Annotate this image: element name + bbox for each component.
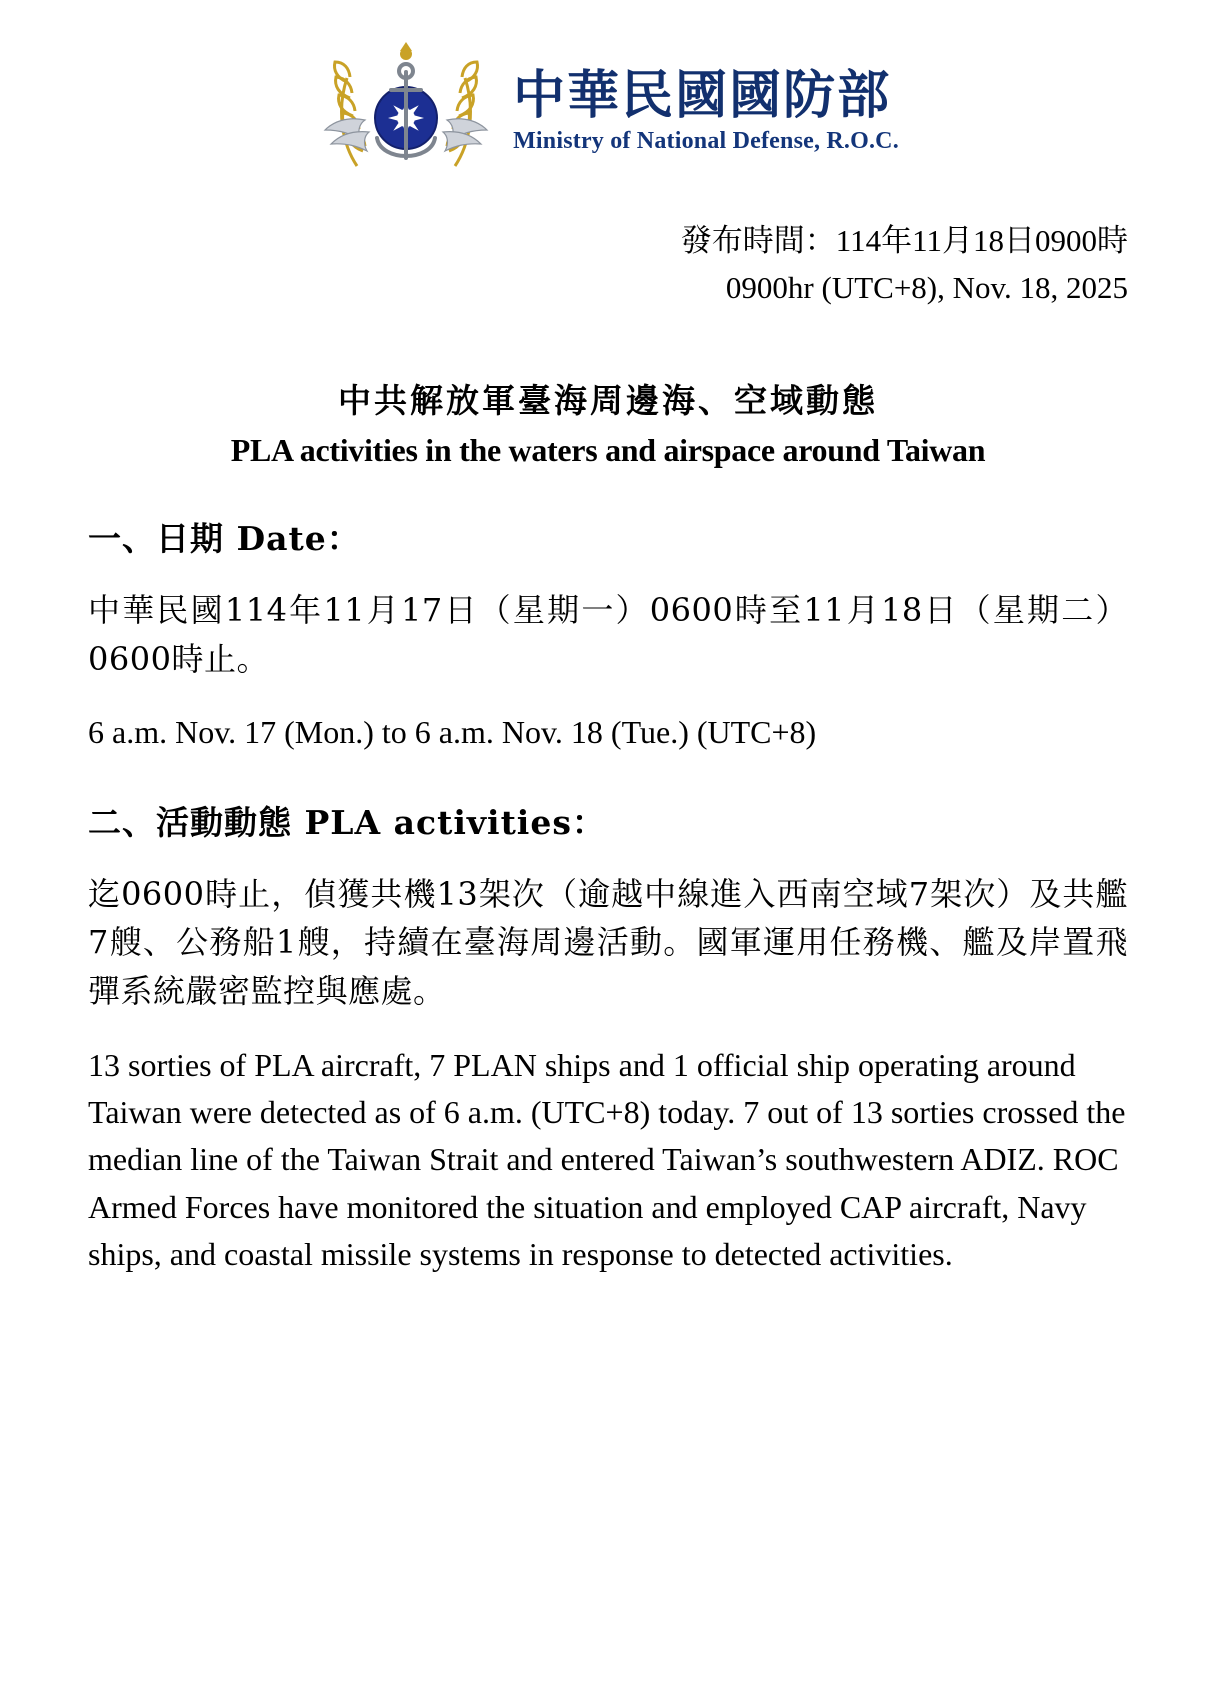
section-date	[88, 513, 1128, 757]
section-activities-paragraph-cn: 迄0600時止，偵獲共機13架次（逾越中線進入西南空域7架次）及共艦7艘、公務船1艘，持續在臺海周邊活動。國軍運用任務機、艦及岸置飛彈系統嚴密監控與應處。	[88, 874, 1128, 1011]
ministry-name-cn: 中華民國國防部	[513, 64, 892, 126]
section-date-paragraph-cn: 中華民國114年11月17日（星期一）0600時至11月18日（星期二）0600時止。	[88, 591, 1128, 678]
release-time-block	[88, 218, 1128, 311]
section-activities-paragraph-en: 13 sorties of PLA aircraft, 7 PLAN ships and 1 official ship operating around Taiwan were detected as of 6 a.m. (UTC+8) today. 7 out of 13 sorties crossed the median line of the Taiwan Strait and entered Taiwan’s southwestern ADIZ. ROC Armed Forces have monitored the situation and employed CAP aircraft, Navy ships, and coastal missile systems in response to detected activities.	[88, 1046, 1126, 1273]
mnd-roc-emblem-icon	[317, 38, 495, 190]
section-activities-heading: 二、活動動態 PLA activities：	[88, 802, 606, 842]
section-date-paragraph-en: 6 a.m. Nov. 17 (Mon.) to 6 a.m. Nov. 18 (Tue.) (UTC+8)	[88, 714, 817, 751]
section-activities	[88, 797, 1128, 1279]
section-date-heading: 一、日期 Date：	[88, 519, 361, 559]
ministry-name-en: Ministry of National Defense, R.O.C.	[513, 128, 899, 155]
document-title-cn: 中共解放軍臺海周邊海、空域動態	[338, 381, 878, 420]
document-title-en: PLA activities in the waters and airspace around Taiwan	[230, 431, 986, 468]
document-title	[88, 377, 1128, 473]
release-time-en: 0900hr (UTC+8), Nov. 18, 2025	[725, 269, 1128, 305]
document-header	[88, 0, 1128, 190]
release-time-cn: 發布時間：114年11月18日0900時	[680, 223, 1128, 258]
ministry-name-block	[513, 64, 899, 161]
